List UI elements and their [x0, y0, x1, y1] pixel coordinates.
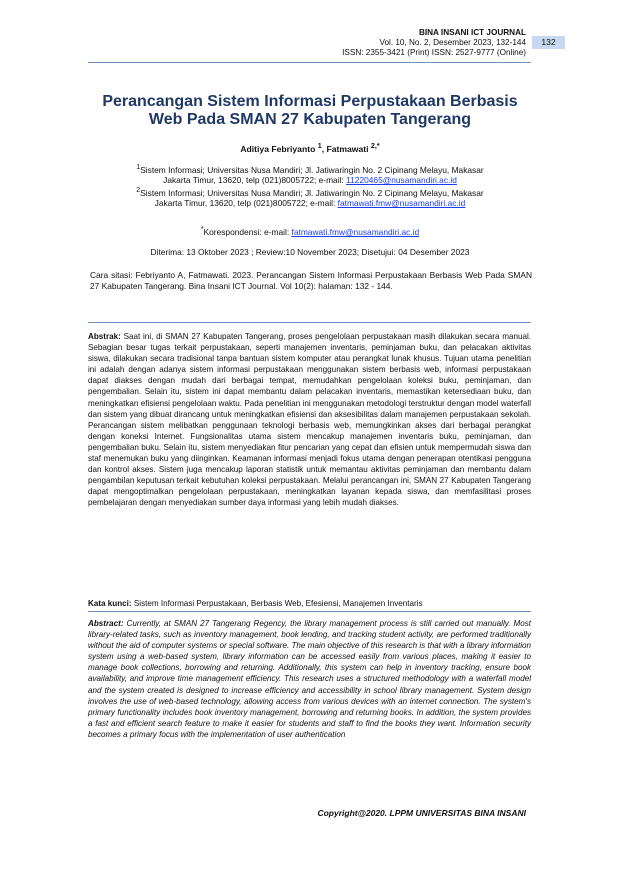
journal-header: [342, 28, 526, 58]
abstrak-section: [88, 331, 531, 509]
affiliation-1: [90, 163, 530, 186]
header-divider: [88, 62, 531, 63]
correspondence-label: Korespondensi: e-mail:: [203, 226, 292, 237]
title-line-2: Web Pada SMAN 27 Kabupaten Tangerang: [148, 111, 472, 128]
title-line-1: Perancangan Sistem Informasi Perpustakaan Berbasis: [102, 93, 518, 110]
author-2-sup: 2,*: [370, 142, 380, 150]
affiliation-1-line1: Sistem Informasi; Universitas Nusa Mandiri; Jl. Jatiwaringin No. 2 Cipinang Melayu, Makasar: [140, 164, 484, 175]
abstrak-text: Saat ini, di SMAN 27 Kabupaten Tangerang, proses pengelolaan perpustakaan masih dilakukan secara manual. Sebagian besar tugas terkait perpustakaan, seperti manajemen inventaris, peminjaman buku, dan pelacakan aktivitas siswa, dilakukan secara tradisional tanpa bantuan sistem komputer atau perangkat lunak khusus. Tujuan utama penelitian ini adalah dengan adanya sistem informasi perpustakaan menggunakan sistem berbasis web, informasi perpustakaan dapat diakses dengan mudah dari berbagai tempat, memudahkan pengelolaan koleksi buku, peminjaman, dan pengembalian. Selain itu, sistem ini dapat membantu dalam pelacakan inventaris, memastikan ketersediaan buku, dan meningkatkan efisiensi pengelolaan waktu. Pada penelitian ini menggunakan metodologi terstruktur dengan model waterfall dan sistem yang dibuat dirancang untuk meningkatkan efisiensi dan aksesibilitas dalam manajemen perpustakaan sekolah. Perancangan sistem melibatkan penggunaan teknologi berbasis web, memungkinkan akses dari berbagai perangkat dengan koneksi Internet. Fungsionalitas utama sistem mencakup manajemen inventaris buku, peminjaman, dan pengembalian buku. Selain itu, sistem menyediakan fitur pencarian yang cepat dan efisien untuk mempermudah siswa dan staf menemukan buku yang diinginkan. Keamanan informasi menjadi fokus utama dengan penerapan otentikasi pengguna dan kontrol akses. Sistem juga mencakup laporan statistik untuk memantau aktivitas peminjaman dan membantu dalam pengambilan keputusan terkait kebutuhan koleksi perpustakaan. Melalui perancangan ini, SMAN 27 Kabupaten Tangerang dapat mengoptimalkan pengelolaan perpustakaan, meningkatkan layanan kepada siswa, dan memfasilitasi proses pembelajaran dengan menyediakan sumber daya informasi yang lebih mudah diakses.: [88, 332, 531, 508]
affiliation-1-email-link[interactable]: 11220465@nusamandiri.ac.id: [346, 175, 457, 186]
correspondence-sup: *: [200, 226, 204, 233]
copyright-footer: Copyright@2020. LPPM UNIVERSITAS BINA INSANI: [317, 808, 526, 818]
keywords-label: Kata kunci:: [88, 599, 132, 608]
author-2: Fatmawati: [326, 143, 369, 154]
issn-line: ISSN: 2355-3421 (Print) ISSN: 2527-9777 (Online): [342, 48, 526, 57]
affiliation-2-line1: Sistem Informasi; Universitas Nusa Mandiri; Jl. Jatiwaringin No. 2 Cipinang Melayu, Makasar: [140, 187, 484, 198]
affiliation-2-sup: 2: [136, 187, 141, 194]
author-sep: ,: [321, 143, 327, 154]
author-line: [60, 142, 560, 154]
page-number: 132: [532, 36, 565, 49]
keywords-section: [88, 598, 531, 609]
paper-title: [60, 93, 560, 129]
correspondence: [90, 225, 530, 237]
abstrak-paragraph: [88, 331, 531, 509]
citation-text: Cara sitasi: Febriyanto A, Fatmawati. 2023. Perancangan Sistem Informasi Perpustakaan Berbasis Web Pada SMAN 27 Kabupaten Tangerang. Bina Insani ICT Journal. Vol 10(2): halaman: 132 - 144.: [90, 270, 532, 292]
keywords-text: Sistem Informasi Perpustakaan, Berbasis Web, Efesiensi, Manajemen Inventaris: [131, 599, 423, 608]
submission-dates: Diterima: 13 Oktober 2023 ; Review:10 November 2023; Disetujui: 04 Desember 2023: [150, 247, 470, 257]
journal-name: BINA INSANI ICT JOURNAL: [418, 28, 526, 37]
affiliation-1-sup: 1: [136, 164, 141, 171]
keywords-divider: [88, 611, 531, 612]
affiliation-1-line2: Jakarta Timur, 13620, telp (021)8005722; e-mail:: [163, 175, 347, 186]
correspondence-email-link[interactable]: fatmawati.fmw@nusamandiri.ac.id: [291, 226, 420, 237]
abstract-en-section: [88, 618, 531, 740]
affiliation-2-line2: Jakarta Timur, 13620, telp (021)8005722; e-mail:: [154, 198, 338, 209]
affiliation-2-email-link[interactable]: fatmawati.fmw@nusamandiri.ac.id: [337, 198, 466, 209]
author-1-sup: 1: [317, 142, 322, 150]
abstract-en-paragraph: [88, 618, 531, 740]
abstract-top-divider: [88, 322, 531, 323]
abstrak-label: Abstrak:: [88, 332, 121, 341]
affiliation-2: [90, 186, 530, 209]
volume-line: Vol. 10, No. 2, Desember 2023, 132-144: [379, 38, 526, 47]
abstract-en-text: Currently, at SMAN 27 Tangerang Regency, the library management process is still carried out manually. Most library-related tasks, such as inventory management, book lending, and tracking student activity, are performed traditionally without the aid of computer systems or special software. The main objective of this research is that with a library information system using a web-based system, library information can be accessed easily from various places, making it easier to manage book collections, borrowing and returning. Additionally, this system can help in inventory tracking, ensure book availability, and improve time management efficiency. This research uses a structured methodology with a waterfall model and the system created is designed to increase efficiency and accessibility in school library management. System design involves the use of web-based technology, allowing access from various devices with an internet connection. The system's primary functionality includes book inventory management, borrowing and returning books. In addition, the system provides a fast and efficient search feature to make it easier for students and staff to find the books they want. Information security becomes a primary focus with the implementation of user authentication: [88, 619, 531, 739]
abstract-en-label: Abstract:: [88, 619, 124, 628]
author-1: Aditiya Febriyanto: [240, 143, 316, 154]
